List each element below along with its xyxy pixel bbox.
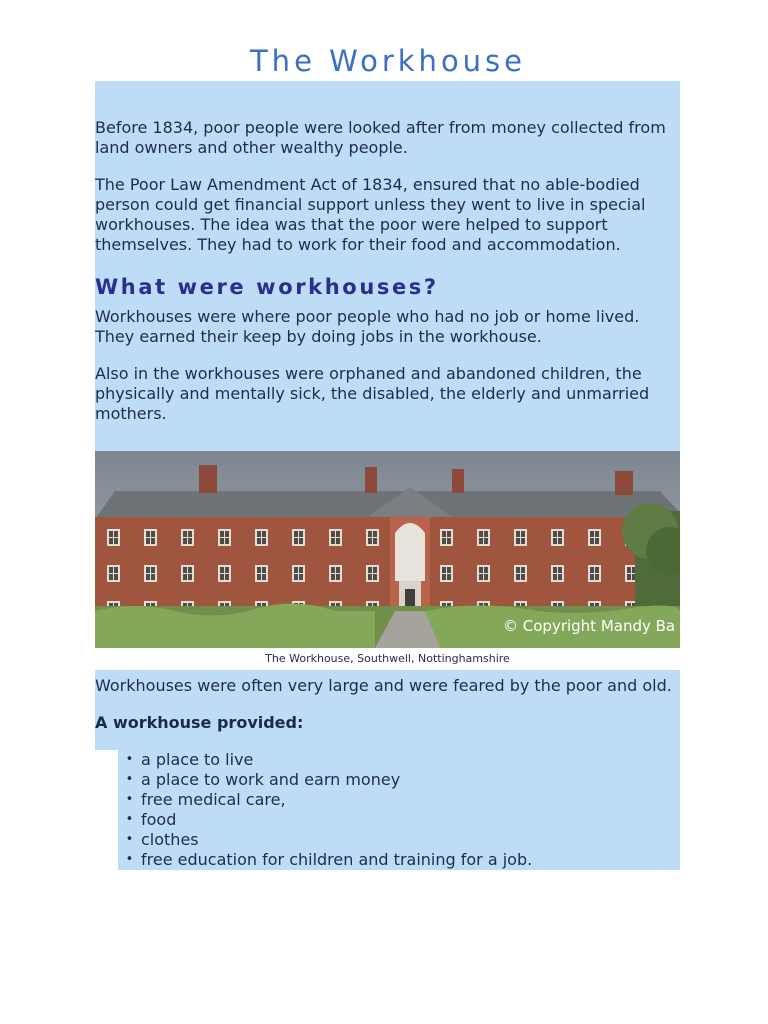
intro-paragraph-2: The Poor Law Amendment Act of 1834, ensured that no able-bodied person could get financial support unless they went to live in special workhouses. The idea was that the poor were helped to support themselves. They had to work for their food and accommodation. <box>95 175 646 254</box>
section-paragraph-1: Workhouses were where poor people who had no job or home lived. They earned their keep by doing jobs in the workhouse. <box>95 307 640 346</box>
after-photo-paragraph: Workhouses were often very large and were feared by the poor and old. <box>95 676 672 695</box>
list-item: • clothes <box>118 830 680 850</box>
provided-heading: A workhouse provided: <box>95 713 304 732</box>
list-item: • a place to live <box>118 750 680 770</box>
intro-paragraph-1: Before 1834, poor people were looked after from money collected from land owners and other wealthy people. <box>95 118 666 157</box>
section-paragraph-2: Also in the workhouses were orphaned and abandoned children, the physically and mentally sick, the disabled, the elderly and unmarried mothers. <box>95 364 650 423</box>
intro-block <box>95 81 680 451</box>
after-photo-block <box>95 670 680 750</box>
page-title: The Workhouse <box>249 44 527 78</box>
bullet-icon: • <box>125 852 134 867</box>
photo-caption: The Workhouse, Southwell, Nottinghamshire <box>95 648 680 670</box>
bullet-icon: • <box>125 752 134 767</box>
article-content <box>95 81 680 870</box>
list-item: • food <box>118 810 680 830</box>
list-item: • free education for children and training for a job. <box>118 850 680 870</box>
workhouse-photo <box>95 451 680 648</box>
workhouse-building-image <box>95 451 680 648</box>
list-item: • free medical care, <box>118 790 680 810</box>
list-item: • a place to work and earn money <box>118 770 680 790</box>
section-heading: What were workhouses? <box>95 275 439 299</box>
bullet-icon: • <box>125 792 134 807</box>
bullet-icon: • <box>125 772 134 787</box>
provided-list <box>95 750 680 870</box>
photo-watermark: © Copyright Mandy Ba <box>503 617 676 635</box>
bullet-icon: • <box>125 832 134 847</box>
bullet-icon: • <box>125 812 134 827</box>
